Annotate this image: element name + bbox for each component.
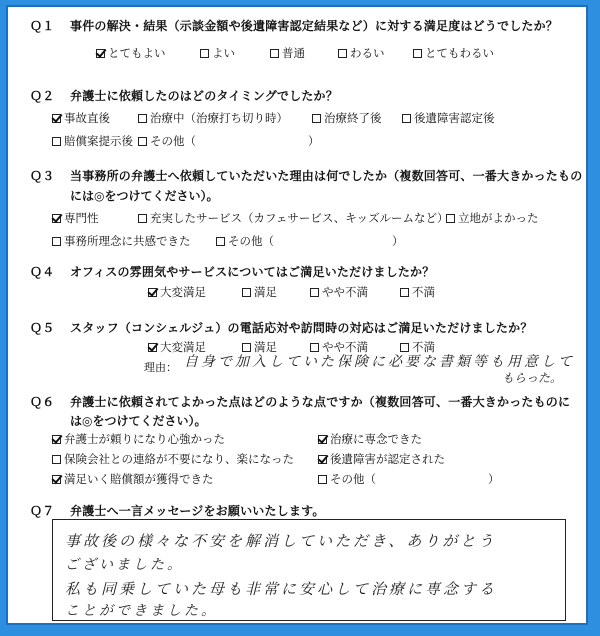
checkbox-icon[interactable]	[52, 237, 61, 246]
checkbox-checked-icon[interactable]	[148, 288, 157, 297]
q5-option-2[interactable]: 満足	[242, 339, 277, 355]
checkbox-icon[interactable]	[52, 455, 61, 464]
q5-number: Ｑ５	[30, 321, 55, 335]
checkbox-checked-icon[interactable]	[318, 435, 327, 444]
survey-sheet	[6, 5, 588, 625]
checkbox-icon[interactable]	[138, 137, 147, 146]
q5-option-3[interactable]: やや不満	[310, 339, 368, 355]
checkbox-icon[interactable]	[200, 49, 209, 58]
q3-option-3[interactable]: 立地がよかった	[446, 210, 539, 226]
q6-number: Ｑ６	[30, 395, 55, 409]
checkbox-checked-icon[interactable]	[52, 475, 61, 484]
q2-option-6[interactable]: その他（	[138, 133, 196, 149]
q3-option-1[interactable]: 専門性	[52, 210, 99, 226]
q1-option-5[interactable]: とてもわるい	[413, 45, 494, 61]
q3-option-5[interactable]: その他（	[216, 233, 274, 249]
checkbox-icon[interactable]	[338, 49, 347, 58]
q1-text: 事件の解決・結果（示談金額や後遺障害認定結果など）に対する満足度はどうでしたか？	[70, 19, 559, 33]
q5-text: スタッフ（コンシェルジュ）の電話応対や訪問時の対応はご満足いただけましたか？	[70, 321, 533, 335]
q4-option-1[interactable]: 大変満足	[148, 284, 206, 300]
q1-option-3[interactable]: 普通	[270, 45, 305, 61]
checkbox-checked-icon[interactable]	[318, 455, 327, 464]
message-handwriting-line-3: 私も同乗していた母も非常に安心して治療に専念する	[65, 580, 498, 598]
q4-option-3[interactable]: やや不満	[310, 284, 368, 300]
q5-reason-label: 理由：	[144, 361, 177, 374]
q6-option-4[interactable]: 後遺障害が認定された	[318, 451, 445, 467]
q2-option-5[interactable]: 賠償案提示後	[52, 133, 133, 149]
q7-text: 弁護士へ一言メッセージをお願いいたします。	[70, 504, 325, 518]
message-handwriting-line-4: ことができました。	[65, 603, 218, 619]
q2-option-1[interactable]: 事故直後	[52, 110, 110, 126]
checkbox-icon[interactable]	[310, 288, 319, 297]
checkbox-icon[interactable]	[270, 49, 279, 58]
q4-number: Ｑ４	[30, 265, 55, 279]
q3-text-line2: には◎をつけてください）。	[70, 189, 219, 203]
q6-option-5[interactable]: 満足いく賠償額が獲得できた	[52, 471, 214, 487]
q2-option-2[interactable]: 治療中（治療打ち切り時）	[138, 110, 288, 126]
q5-option-4[interactable]: 不満	[400, 339, 435, 355]
q6-title	[30, 393, 570, 410]
q6-option-3[interactable]: 保険会社との連絡が不要になり、楽になった	[52, 451, 294, 467]
checkbox-checked-icon[interactable]	[52, 114, 61, 123]
q4-option-2[interactable]: 満足	[242, 284, 277, 300]
checkbox-icon[interactable]	[400, 288, 409, 297]
q2-option-3[interactable]: 治療終了後	[312, 110, 382, 126]
q1-option-2[interactable]: よい	[200, 45, 235, 61]
q5-reason-handwriting: 自身で加入していた保険に必要な書類等も用意して	[184, 354, 575, 370]
q1-number: Ｑ１	[30, 19, 55, 33]
q5-reason-handwriting-2: もらった。	[502, 371, 563, 385]
q5-option-1[interactable]: 大変満足	[148, 339, 206, 355]
q6-text: 弁護士に依頼されてよかった点はどのような点ですか（複数回答可、一番大きかったものに	[70, 395, 571, 409]
checkbox-checked-icon[interactable]	[96, 49, 105, 58]
message-handwriting-line-1: 事故後の様々な不安を解消していただき、ありがとう	[65, 532, 497, 550]
q2-close-paren: ）	[308, 134, 320, 148]
q2-title	[30, 87, 338, 104]
q2-number: Ｑ２	[30, 89, 55, 103]
q4-title	[30, 263, 434, 280]
q1-title	[30, 17, 558, 34]
q7-title	[30, 502, 325, 519]
message-box[interactable]	[52, 519, 566, 621]
q3-option-2[interactable]: 充実したサービス（カフェサービス、キッズルームなど）	[138, 210, 449, 226]
checkbox-icon[interactable]	[52, 137, 61, 146]
q1-option-1[interactable]: とてもよい	[96, 45, 166, 61]
q6-close-paren: ）	[488, 472, 500, 486]
checkbox-icon[interactable]	[312, 114, 321, 123]
q3-text: 当事務所の弁護士へ依頼していただいた理由は何でしたか（複数回答可、一番大きかったもの	[70, 169, 583, 183]
q2-text: 弁護士に依頼したのはどのタイミングでしたか？	[70, 89, 338, 103]
q2-option-4[interactable]: 後遺障害認定後	[402, 110, 495, 126]
q4-text: オフィスの雰囲気やサービスについてはご満足いただけましたか？	[70, 265, 435, 279]
q6-option-1[interactable]: 弁護士が頼りになり心強かった	[52, 431, 225, 447]
q6-option-6[interactable]: その他（	[318, 471, 376, 487]
checkbox-icon[interactable]	[138, 114, 147, 123]
checkbox-icon[interactable]	[242, 288, 251, 297]
checkbox-icon[interactable]	[402, 114, 411, 123]
checkbox-icon[interactable]	[446, 214, 455, 223]
q6-option-2[interactable]: 治療に専念できた	[318, 431, 422, 447]
message-handwriting-line-2: ございました。	[65, 557, 184, 573]
q6-text-line2: は◎をつけてください）。	[70, 414, 207, 428]
checkbox-checked-icon[interactable]	[52, 214, 61, 223]
checkbox-icon[interactable]	[413, 49, 422, 58]
q3-number: Ｑ３	[30, 169, 55, 183]
q4-option-4[interactable]: 不満	[400, 284, 435, 300]
checkbox-icon[interactable]	[138, 214, 147, 223]
checkbox-checked-icon[interactable]	[148, 343, 157, 352]
q7-number: Ｑ７	[30, 504, 55, 518]
checkbox-icon[interactable]	[216, 237, 225, 246]
q3-close-paren: ）	[392, 234, 404, 248]
q3-title	[30, 167, 582, 184]
q3-option-4[interactable]: 事務所理念に共感できた	[52, 233, 191, 249]
checkbox-checked-icon[interactable]	[52, 435, 61, 444]
q1-option-4[interactable]: わるい	[338, 45, 385, 61]
q5-title	[30, 319, 533, 336]
checkbox-icon[interactable]	[318, 475, 327, 484]
